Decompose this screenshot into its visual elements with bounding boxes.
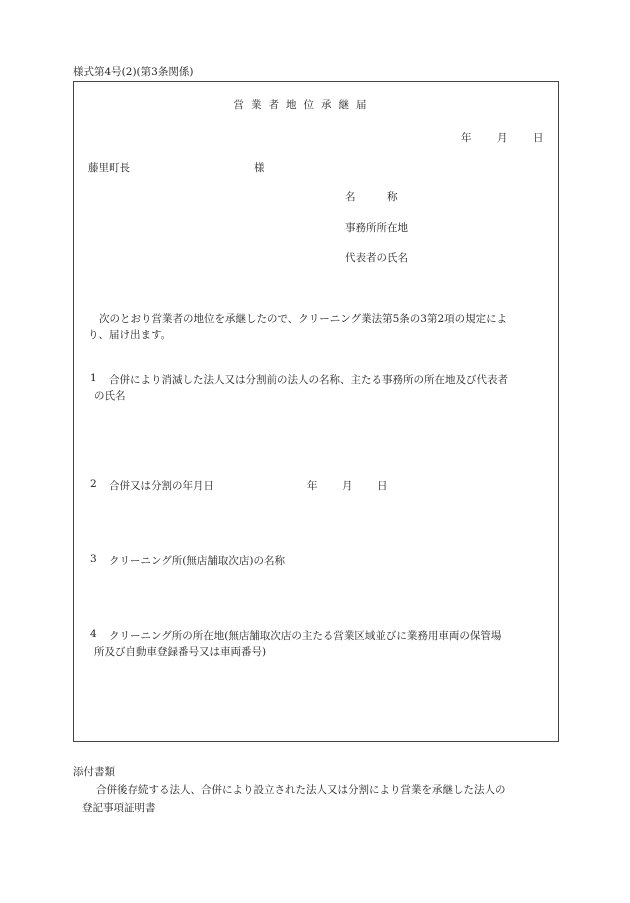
date-year-label: 年 <box>461 132 472 144</box>
item-date-day-label: 日 <box>377 480 388 492</box>
addressee-honorific: 様 <box>254 162 265 174</box>
form-title-char: 地 <box>286 99 297 111</box>
item-date-month-label: 月 <box>342 480 353 492</box>
addressee-name: 藤里町長 <box>88 162 130 174</box>
form-title-char: 業 <box>251 99 262 111</box>
attachments-line-2: 登記事項証明書 <box>82 802 156 814</box>
date-month-label: 月 <box>497 132 508 144</box>
item-number: 2 <box>90 478 97 490</box>
applicant-name-label: 名 称 <box>345 191 398 203</box>
attachments-heading: 添付書類 <box>73 766 115 778</box>
statement-line-2: り、届け出ます。 <box>88 329 172 341</box>
item-text-line-2: 所及び自動車登録番号又は車両番号) <box>94 646 267 658</box>
form-title-char: 継 <box>338 99 349 111</box>
item-text-line-1: クリーニング所(無店舗取次店)の名称 <box>109 555 285 567</box>
form-number: 様式第4号(2)(第3条関係) <box>73 66 194 78</box>
applicant-office-label: 事務所所在地 <box>345 222 408 234</box>
form-title-char: 者 <box>268 99 279 111</box>
item-number: 1 <box>90 372 97 384</box>
attachments-line-1: 合併後存続する法人、合併により設立された法人又は分割により営業を承継した法人の <box>96 784 506 796</box>
statement-line-1: 次のとおり営業者の地位を承継したので、クリーニング業法第5条の3第2項の規定によ <box>99 313 508 325</box>
item-number: 3 <box>90 553 97 565</box>
item-text-line-2: の氏名 <box>94 390 126 402</box>
form-title-char: 承 <box>321 99 332 111</box>
date-day-label: 日 <box>533 132 544 144</box>
item-text-line-1: 合併又は分割の年月日 <box>109 480 214 492</box>
form-title <box>230 97 370 112</box>
item-number: 4 <box>90 628 97 640</box>
form-title-char: 営 <box>233 99 244 111</box>
form-title-char: 位 <box>303 99 314 111</box>
applicant-representative-label: 代表者の氏名 <box>345 252 408 264</box>
form-title-char: 届 <box>356 99 367 111</box>
item-text-line-1: クリーニング所の所在地(無店舗取次店の主たる営業区域並びに業務用車両の保管場 <box>109 630 502 642</box>
item-date-year-label: 年 <box>307 480 318 492</box>
item-text-line-1: 合併により消滅した法人又は分割前の法人の名称、主たる事務所の所在地及び代表者 <box>109 374 508 386</box>
